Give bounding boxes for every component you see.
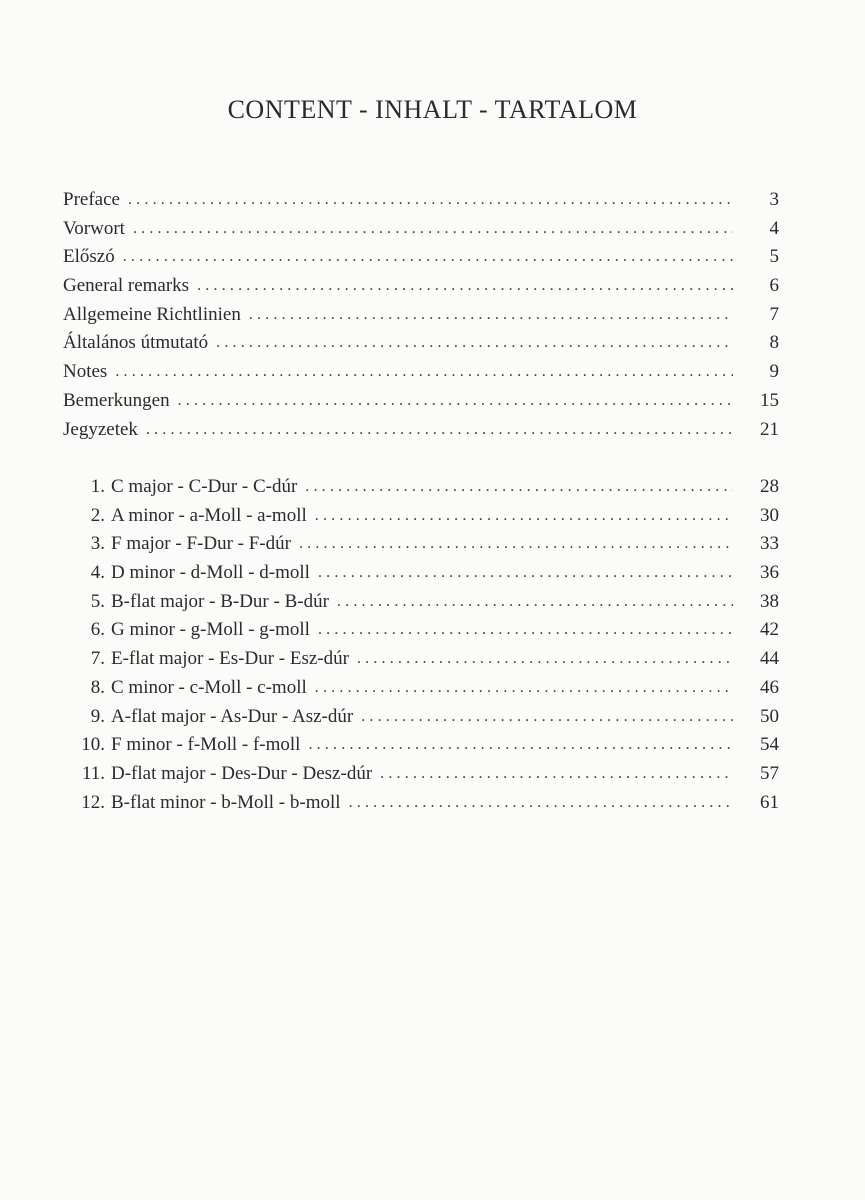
toc-entry-label: Allgemeine Richtlinien	[63, 303, 241, 325]
chapter-label: D-flat major - Des-Dur - Desz-dúr	[111, 762, 373, 784]
chapter-entry	[63, 473, 779, 502]
chapter-number: 4.	[90, 562, 105, 584]
dot-leader	[299, 530, 733, 559]
toc-entry	[63, 358, 779, 387]
chapter-page: 28	[760, 476, 779, 497]
toc-entry-label: Jegyzetek	[63, 418, 138, 440]
chapter-label: A-flat major - As-Dur - Asz-dúr	[111, 705, 354, 727]
toc-entry-label: Bemerkungen	[63, 389, 170, 411]
dot-leader	[133, 215, 733, 244]
chapter-label: B-flat minor - b-Moll - b-moll	[111, 791, 341, 813]
chapter-label: E-flat major - Es-Dur - Esz-dúr	[111, 648, 349, 670]
toc-entry-page: 21	[760, 418, 779, 440]
dot-leader	[357, 645, 733, 674]
chapter-entry	[63, 731, 779, 760]
chapter-entry	[63, 789, 779, 818]
chapter-number: 6.	[90, 619, 105, 641]
dot-leader	[216, 329, 733, 358]
page-title: CONTENT - INHALT - TARTALOM	[227, 95, 638, 124]
dot-leader	[315, 502, 733, 531]
chapter-label: D minor - d-Moll - d-moll	[111, 562, 310, 584]
chapter-page: 36	[760, 562, 779, 584]
chapter-page: 44	[760, 648, 779, 670]
toc-entry-label: Notes	[63, 361, 108, 383]
toc-entry-label: Előszó	[63, 246, 115, 268]
chapter-entry	[63, 502, 779, 531]
toc-entry	[63, 243, 779, 272]
dot-leader	[123, 243, 733, 272]
toc-entry-label: Általános útmutató	[63, 332, 209, 354]
dot-leader	[115, 358, 733, 387]
dot-leader	[318, 559, 733, 588]
toc-entry	[63, 186, 779, 215]
dot-leader	[308, 731, 733, 760]
dot-leader	[337, 588, 733, 617]
dot-leader	[146, 416, 733, 445]
chapter-number: 9.	[90, 705, 105, 727]
chapter-entry	[63, 559, 779, 588]
dot-leader	[178, 387, 733, 416]
dot-leader	[349, 789, 733, 818]
dot-leader	[197, 272, 733, 301]
chapter-number: 1.	[90, 476, 105, 497]
chapter-page: 42	[760, 619, 779, 641]
dot-leader	[361, 703, 733, 732]
chapter-page: 46	[760, 676, 779, 698]
chapter-number: 8.	[90, 676, 105, 698]
chapter-entry	[63, 674, 779, 703]
toc-entry-page: 6	[769, 275, 779, 297]
toc-entry	[63, 329, 779, 358]
chapter-entry	[63, 760, 779, 789]
toc-entry	[63, 301, 779, 330]
toc-entry	[63, 272, 779, 301]
chapter-entry	[63, 530, 779, 559]
toc-entry	[63, 387, 779, 416]
dot-leader	[249, 301, 733, 330]
chapter-label: A minor - a-Moll - a-moll	[111, 504, 307, 526]
toc-entry-page: 5	[769, 246, 779, 268]
chapter-label: G minor - g-Moll - g-moll	[111, 619, 310, 641]
toc-entry-label: Vorwort	[63, 217, 125, 239]
dot-leader	[380, 760, 733, 789]
chapter-number: 12.	[81, 791, 105, 813]
chapter-number: 5.	[90, 590, 105, 612]
chapter-label: C minor - c-Moll - c-moll	[111, 676, 307, 698]
toc-entry-page: 9	[769, 361, 779, 383]
chapter-label: F minor - f-Moll - f-moll	[111, 734, 301, 756]
chapter-entry	[63, 703, 779, 732]
chapter-page: 61	[760, 791, 779, 813]
chapter-page: 57	[760, 762, 779, 784]
toc-entry-page: 4	[769, 217, 779, 239]
dot-leader	[315, 674, 733, 703]
chapter-page: 54	[760, 734, 779, 756]
toc-entry-label: Preface	[63, 189, 120, 210]
chapter-label: F major - F-Dur - F-dúr	[111, 533, 291, 555]
chapter-label: B-flat major - B-Dur - B-dúr	[111, 590, 329, 612]
chapter-list	[63, 473, 779, 817]
chapter-number: 7.	[90, 648, 105, 670]
chapter-entry	[63, 645, 779, 674]
chapter-number: 2.	[90, 504, 105, 526]
dot-leader	[128, 186, 733, 215]
front-matter-list	[63, 186, 779, 444]
toc-entry-page: 3	[769, 189, 779, 210]
toc-entry-page: 15	[760, 389, 779, 411]
toc-entry	[63, 215, 779, 244]
chapter-page: 30	[760, 504, 779, 526]
toc-entry-label: General remarks	[63, 275, 190, 297]
chapter-page: 50	[760, 705, 779, 727]
dot-leader	[318, 616, 733, 645]
chapter-page: 33	[760, 533, 779, 555]
chapter-number: 3.	[90, 533, 105, 555]
chapter-entry	[63, 588, 779, 617]
toc-entry	[63, 416, 779, 445]
chapter-number: 10.	[81, 734, 105, 756]
toc-entry-page: 7	[769, 303, 779, 325]
toc-entry-page: 8	[769, 332, 779, 354]
chapter-entry	[63, 616, 779, 645]
chapter-number: 11.	[81, 762, 105, 784]
chapter-page: 38	[760, 590, 779, 612]
dot-leader	[305, 473, 733, 502]
chapter-label: C major - C-Dur - C-dúr	[111, 476, 298, 497]
